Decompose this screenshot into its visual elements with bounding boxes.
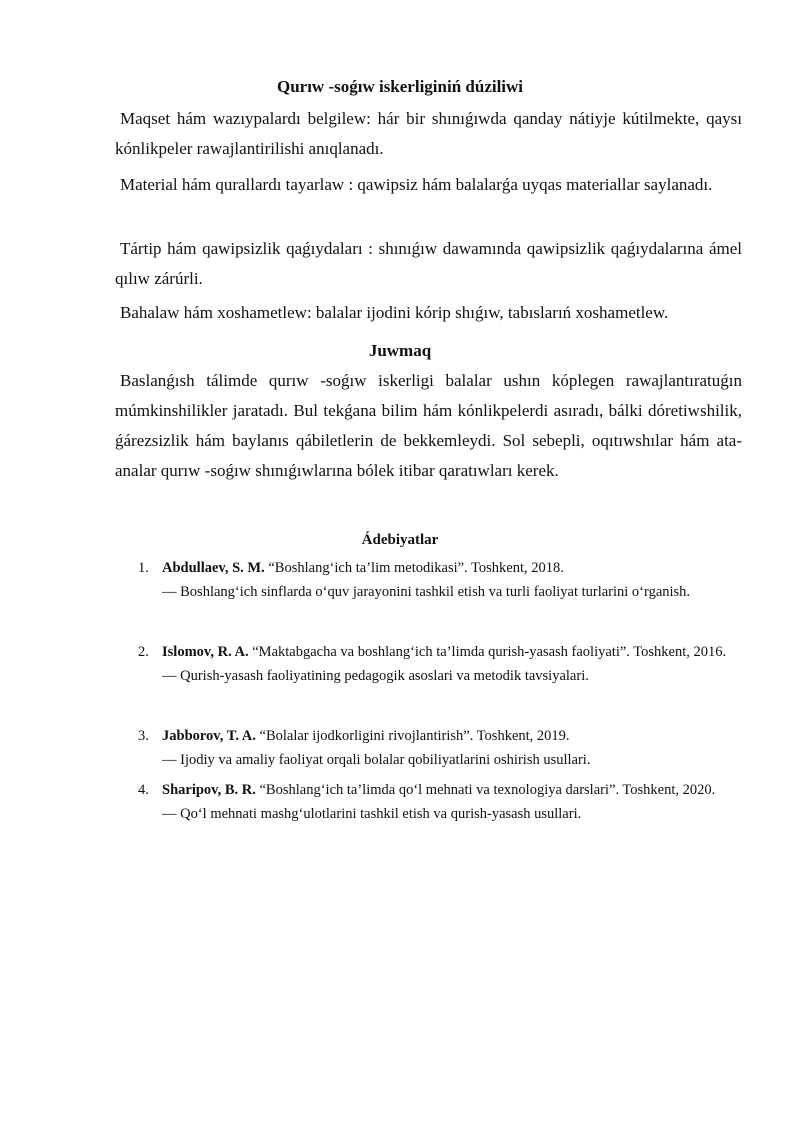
- paragraph-evaluation: Bahalaw hám xoshametlew: balalar ijodini kórip shıǵıw, tabıslarıń xoshametlew.: [120, 303, 669, 322]
- reference-note: — Qo‘l mehnati mashg‘ulotlarini tashkil etish va qurish-yasash usullari.: [162, 806, 582, 822]
- paragraph-goals: Maqset hám wazıypalardı belgilew: hár bir shınıǵıwda qanday nátiyje kútilmekte, qaysı kónlikpeler rawajlantirilishi anıqlanadı.: [115, 109, 742, 158]
- references-heading: Ádebiyatlar: [361, 532, 439, 548]
- reference-title: “Boshlang‘ich ta’lim metodikasi”. Toshkent, 2018.: [268, 560, 564, 576]
- reference-author: Jabborov, T. A.: [162, 728, 256, 744]
- reference-author: Abdullaev, S. M.: [162, 560, 265, 576]
- reference-title: “Boshlang‘ich ta’limda qo‘l mehnati va texnologiya darslari”. Toshkent, 2020.: [259, 782, 716, 798]
- reference-title: “Maktabgacha va boshlang‘ich ta’limda qurish-yasash faoliyati”. Toshkent, 2016.: [252, 644, 727, 660]
- reference-author: Sharipov, B. R.: [162, 782, 256, 798]
- reference-number: 4.: [138, 782, 149, 798]
- page-title: Qurıw -soǵıw iskerliginiń dúziliwi: [276, 77, 524, 96]
- reference-note: — Ijodiy va amaliy faoliyat orqali bolalar qobiliyatlarini oshirish usullari.: [162, 752, 591, 768]
- reference-number: 3.: [138, 728, 149, 744]
- conclusion-heading: Juwmaq: [368, 341, 432, 360]
- reference-number: 2.: [138, 644, 149, 660]
- paragraph-safety: Tártip hám qawipsizlik qaǵıydaları : shınıǵıw dawamında qawipsizlik qaǵıydalarına ámel qılıw zárúrli.: [115, 239, 742, 288]
- reference-note: — Qurish-yasash faoliyatining pedagogik asoslari va metodik tavsiyalari.: [162, 668, 589, 684]
- conclusion-paragraph: Baslanǵısh tálimde qurıw -soǵıw iskerligi balalar ushın kóplegen rawajlantıratuǵın múmkinshilikler jaratadı. Bul tekǵana bilim hám kónlikpelerdi asıradı, bálki dóretiwshilik, ǵárezsizlik hám baylanıs qábiletlerin de bekkemleydi. Sol sebepli, oqıtıwshılar hám ata-analar qurıw -soǵıw shınıǵıwlarına bólek itibar qaratıwları kerek.: [115, 371, 742, 480]
- reference-number: 1.: [138, 560, 149, 576]
- reference-note: — Boshlang‘ich sinflarda o‘quv jarayonini tashkil etish va turli faoliyat turlarini o‘rganish.: [162, 584, 691, 600]
- reference-author: Islomov, R. A.: [162, 644, 249, 660]
- reference-title: “Bolalar ijodkorligini rivojlantirish”. Toshkent, 2019.: [259, 728, 570, 744]
- paragraph-materials: Material hám qurallardı tayarlaw : qawipsiz hám balalarǵa uyqas materiallar saylanadı.: [120, 175, 713, 194]
